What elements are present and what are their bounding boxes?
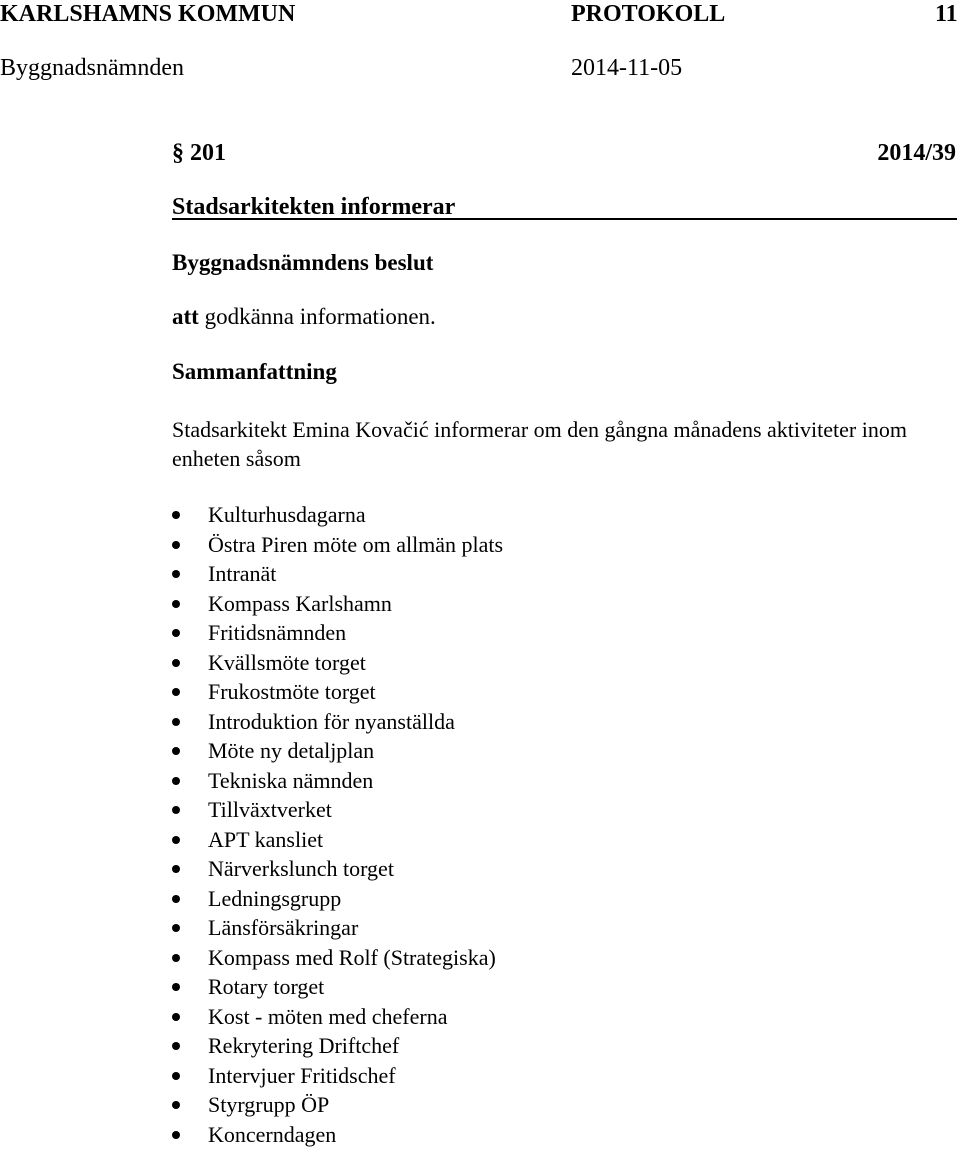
board-name: Byggnadsnämnden — [0, 55, 184, 81]
list-item-label: APT kansliet — [208, 826, 324, 852]
list-item-label: Rotary torget — [208, 974, 325, 999]
bullet-icon — [172, 954, 180, 962]
paragraph-number-value: 201 — [190, 140, 226, 166]
list-item-label: Intranät — [208, 561, 277, 586]
list-item — [172, 618, 503, 648]
list-item-label: Kvällsmöte torget — [208, 649, 366, 675]
list-item-label: Tekniska nämnden — [208, 767, 374, 793]
summary-heading: Sammanfattning — [172, 359, 337, 384]
list-item — [172, 825, 503, 855]
list-item — [172, 1061, 503, 1091]
paragraph-number — [172, 139, 226, 167]
decision-text — [172, 303, 436, 331]
list-item-label: Koncerndagen — [208, 1121, 337, 1147]
bullet-icon — [172, 600, 180, 608]
decision-heading: Byggnadsnämndens beslut — [172, 250, 434, 275]
activity-list — [172, 500, 503, 1149]
list-item-label: Östra Piren möte om allmän plats — [208, 531, 504, 557]
bullet-icon — [172, 718, 180, 726]
list-item-label: Intervjuer Fritidschef — [208, 1062, 396, 1088]
document-type: PROTOKOLL — [571, 1, 726, 27]
list-item-label: Kompass med Rolf (Strategiska) — [208, 944, 496, 970]
list-item — [172, 1002, 503, 1032]
bullet-icon — [172, 777, 180, 785]
bullet-icon — [172, 570, 180, 578]
list-item — [172, 854, 503, 884]
bullet-icon — [172, 865, 180, 873]
title-underline — [172, 218, 957, 220]
bullet-icon — [172, 1072, 180, 1080]
list-item — [172, 677, 503, 707]
list-item-label: Rekrytering Driftchef — [208, 1033, 400, 1058]
bullet-icon — [172, 806, 180, 814]
list-item-label: Möte ny detaljplan — [208, 738, 375, 763]
item-title: Stadsarkitekten informerar — [172, 194, 456, 220]
bullet-icon — [172, 659, 180, 667]
decision-keyword: att — [172, 304, 199, 329]
list-item — [172, 913, 503, 943]
list-item — [172, 648, 503, 678]
list-item-label: Närverkslunch torget — [208, 856, 394, 881]
case-number: 2014/39 — [877, 140, 956, 166]
summary-text: Stadsarkitekt Emina Kovačić informerar om den gångna månadens aktiviteter inom enheten såsom — [172, 417, 907, 471]
list-item — [172, 589, 503, 619]
list-item — [172, 707, 503, 737]
bullet-icon — [172, 836, 180, 844]
bullet-icon — [172, 747, 180, 755]
list-item — [172, 736, 503, 766]
bullet-icon — [172, 895, 180, 903]
list-item-label: Ledningsgrupp — [208, 885, 342, 911]
list-item — [172, 943, 503, 973]
list-item-label: Tillväxtverket — [208, 797, 332, 822]
list-item — [172, 972, 503, 1002]
bullet-icon — [172, 1013, 180, 1021]
list-item-label: Kulturhusdagarna — [208, 502, 366, 527]
list-item — [172, 1120, 503, 1150]
list-item — [172, 1090, 503, 1120]
meeting-date: 2014-11-05 — [571, 55, 683, 81]
organization-name: KARLSHAMNS KOMMUN — [0, 1, 296, 27]
list-item — [172, 1031, 503, 1061]
bullet-icon — [172, 541, 180, 549]
paragraph-symbol: § — [172, 140, 184, 166]
bullet-icon — [172, 511, 180, 519]
list-item — [172, 795, 503, 825]
list-item-label: Styrgrupp ÖP — [208, 1092, 330, 1117]
list-item-label: Fritidsnämnden — [208, 620, 347, 645]
bullet-icon — [172, 1101, 180, 1109]
bullet-icon — [172, 688, 180, 696]
list-item-label: Introduktion för nyanställda — [208, 708, 455, 734]
bullet-icon — [172, 924, 180, 932]
list-item-label: Länsförsäkringar — [208, 915, 359, 940]
list-item — [172, 530, 503, 560]
list-item — [172, 500, 503, 530]
list-item-label: Kompass Karlshamn — [208, 590, 392, 616]
bullet-icon — [172, 1131, 180, 1139]
bullet-icon — [172, 983, 180, 991]
decision-body: godkänna informationen. — [204, 304, 436, 329]
list-item-label: Frukostmöte torget — [208, 679, 376, 704]
list-item — [172, 884, 503, 914]
list-item — [172, 766, 503, 796]
page-number: 11 — [935, 1, 958, 27]
bullet-icon — [172, 629, 180, 637]
bullet-icon — [172, 1042, 180, 1050]
list-item-label: Kost - möten med cheferna — [208, 1003, 448, 1029]
list-item — [172, 559, 503, 589]
